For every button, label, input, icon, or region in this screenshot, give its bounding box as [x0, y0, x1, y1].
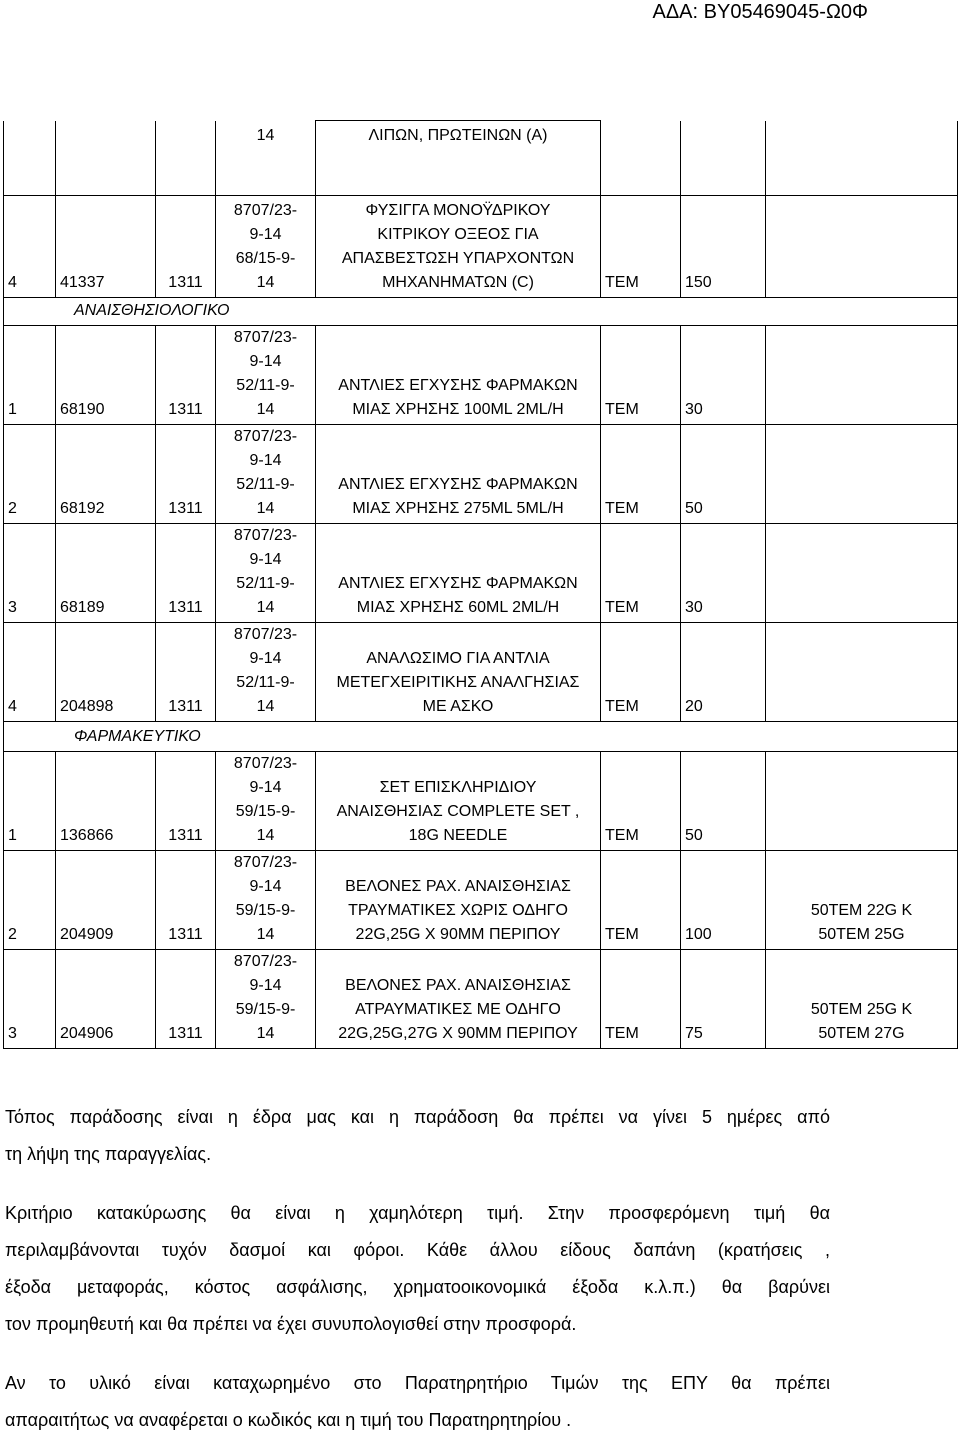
unit: ΤΕΜ: [601, 196, 681, 298]
item-code: 204906: [56, 950, 156, 1049]
kae-code: 1311: [156, 326, 216, 425]
row-number: 2: [4, 851, 56, 950]
remarks: 50ΤΕΜ 25G Κ 50ΤΕΜ 27G: [766, 950, 958, 1049]
decision-ref: 8707/23- 9-14 68/15-9- 14: [216, 196, 316, 298]
section-title: ΦΑΡΜΑΚΕΥΤΙΚΟ: [4, 722, 958, 752]
items-table-body: [4, 121, 958, 1049]
remarks: [766, 524, 958, 623]
ada-code: ΑΔΑ: ΒΥ05469045-Ω0Φ: [652, 1, 868, 23]
note-line: περιλαμβάνονται τυχόν δασμοί και φόροι. Κάθε άλλου είδους δαπάνη (κρατήσεις ,: [5, 1240, 830, 1260]
row-number: 4: [4, 196, 56, 298]
note-line: Αν το υλικό είναι καταχωρημένο στο Παρατηρητήριο Τιμών της ΕΠΥ θα πρέπει: [5, 1373, 830, 1393]
note-line: Τόπος παράδοσης είναι η έδρα μας και η παράδοση θα πρέπει να γίνει 5 ημέρες από: [5, 1107, 830, 1127]
unit: ΤΕΜ: [601, 851, 681, 950]
item-code: [56, 121, 156, 196]
section-header-row: [4, 298, 958, 326]
item-code: 68190: [56, 326, 156, 425]
remarks: [766, 623, 958, 722]
note-line: Κριτήριο κατακύρωσης θα είναι η χαμηλότερη τιμή. Στην προσφερόμενη τιμή θα: [5, 1203, 830, 1223]
quantity: 100: [681, 851, 766, 950]
unit: ΤΕΜ: [601, 752, 681, 851]
remarks: [766, 121, 958, 196]
item-description: ΦΥΣΙΓΓΑ ΜΟΝΟΫΔΡΙΚΟΥ ΚΙΤΡΙΚΟΥ ΟΞΕΟΣ ΓΙΑ ΑΠΑΣΒΕΣΤΩΣΗ ΥΠΑΡΧΟΝΤΩΝ ΜΗΧΑΝΗΜΑΤΩΝ (C): [316, 196, 601, 298]
item-code: 68189: [56, 524, 156, 623]
unit: [601, 121, 681, 196]
row-number: 1: [4, 326, 56, 425]
table-row: [4, 326, 958, 425]
row-number: 4: [4, 623, 56, 722]
unit: ΤΕΜ: [601, 524, 681, 623]
item-code: 41337: [56, 196, 156, 298]
note-line: τη λήψη της παραγγελίας.: [5, 1144, 212, 1164]
item-code: 136866: [56, 752, 156, 851]
decision-ref: 8707/23- 9-14 59/15-9- 14: [216, 752, 316, 851]
quantity: 50: [681, 425, 766, 524]
quantity: 150: [681, 196, 766, 298]
row-number: 3: [4, 524, 56, 623]
quantity: 50: [681, 752, 766, 851]
section-header-row: [4, 722, 958, 752]
remarks: [766, 752, 958, 851]
unit: ΤΕΜ: [601, 425, 681, 524]
items-table: [3, 120, 958, 1049]
decision-ref: 8707/23- 9-14 59/15-9- 14: [216, 950, 316, 1049]
kae-code: 1311: [156, 950, 216, 1049]
kae-code: 1311: [156, 425, 216, 524]
section-title: ΑΝΑΙΣΘΗΣΙΟΛΟΓΙΚΟ: [4, 298, 958, 326]
decision-ref: 8707/23- 9-14 52/11-9- 14: [216, 623, 316, 722]
quantity: [681, 121, 766, 196]
table-row: [4, 196, 958, 298]
item-code: 204898: [56, 623, 156, 722]
row-number: [4, 121, 56, 196]
item-code: 204909: [56, 851, 156, 950]
table-row: [4, 623, 958, 722]
row-number: 1: [4, 752, 56, 851]
quantity: 20: [681, 623, 766, 722]
table-row: [4, 950, 958, 1049]
note-line: τον προμηθευτή και θα πρέπει να έχει συνυπολογισθεί στην προσφορά.: [5, 1314, 577, 1334]
table-row: [4, 425, 958, 524]
remarks: [766, 425, 958, 524]
item-description: ΑΝΤΛΙΕΣ ΕΓΧΥΣΗΣ ΦΑΡΜΑΚΩΝ ΜΙΑΣ ΧΡΗΣΗΣ 100ML 2ML/H: [316, 326, 601, 425]
quantity: 30: [681, 524, 766, 623]
unit: ΤΕΜ: [601, 623, 681, 722]
decision-ref: 8707/23- 9-14 52/11-9- 14: [216, 326, 316, 425]
item-description: ΑΝΑΛΩΣΙΜΟ ΓΙΑ ΑΝΤΛΙΑ ΜΕΤΕΓΧΕΙΡΙΤΙΚΗΣ ΑΝΑΛΓΗΣΙΑΣ ΜΕ ΑΣΚΟ: [316, 623, 601, 722]
note-line: απαραιτήτως να αναφέρεται ο κωδικός και η τιμή του Παρατηρητηρίου .: [5, 1410, 572, 1430]
quantity: 30: [681, 326, 766, 425]
remarks: 50ΤΕΜ 22G Κ 50ΤΕΜ 25G: [766, 851, 958, 950]
decision-ref: 8707/23- 9-14 52/11-9- 14: [216, 425, 316, 524]
decision-ref: 14: [216, 121, 316, 196]
price-observatory-note: [5, 1371, 830, 1432]
item-description: ΛΙΠΩΝ, ΠΡΩΤΕΙΝΩΝ (Α): [316, 121, 601, 196]
unit: ΤΕΜ: [601, 326, 681, 425]
item-description: ΒΕΛΟΝΕΣ ΡΑΧ. ΑΝΑΙΣΘΗΣΙΑΣ ΤΡΑΥΜΑΤΙΚΕΣ ΧΩΡΙΣ ΟΔΗΓΟ 22G,25G Χ 90ΜΜ ΠΕΡΙΠΟΥ: [316, 851, 601, 950]
table-row: [4, 524, 958, 623]
item-description: ΣΕΤ ΕΠΙΣΚΛΗΡΙΔΙΟΥ ΑΝΑΙΣΘΗΣΙΑΣ COMPLETE SET , 18G NEEDLE: [316, 752, 601, 851]
quantity: 75: [681, 950, 766, 1049]
remarks: [766, 326, 958, 425]
item-description: ΒΕΛΟΝΕΣ ΡΑΧ. ΑΝΑΙΣΘΗΣΙΑΣ ΑΤΡΑΥΜΑΤΙΚΕΣ ΜΕ ΟΔΗΓΟ 22G,25G,27G Χ 90ΜΜ ΠΕΡΙΠΟΥ: [316, 950, 601, 1049]
unit: ΤΕΜ: [601, 950, 681, 1049]
kae-code: 1311: [156, 196, 216, 298]
award-criterion-note: [5, 1201, 830, 1336]
note-line: έξοδα μεταφοράς, κόστος ασφάλισης, χρηματοοικονομικά έξοδα κ.λ.π.) θα βαρύνει: [5, 1277, 830, 1297]
table-row: [4, 752, 958, 851]
remarks: [766, 196, 958, 298]
kae-code: 1311: [156, 623, 216, 722]
kae-code: 1311: [156, 752, 216, 851]
table-row-continued: [4, 121, 958, 196]
item-description: ΑΝΤΛΙΕΣ ΕΓΧΥΣΗΣ ΦΑΡΜΑΚΩΝ ΜΙΑΣ ΧΡΗΣΗΣ 275ML 5ML/H: [316, 425, 601, 524]
kae-code: 1311: [156, 524, 216, 623]
decision-ref: 8707/23- 9-14 59/15-9- 14: [216, 851, 316, 950]
row-number: 3: [4, 950, 56, 1049]
decision-ref: 8707/23- 9-14 52/11-9- 14: [216, 524, 316, 623]
kae-code: [156, 121, 216, 196]
kae-code: 1311: [156, 851, 216, 950]
item-code: 68192: [56, 425, 156, 524]
table-row: [4, 851, 958, 950]
delivery-note: [5, 1105, 830, 1166]
row-number: 2: [4, 425, 56, 524]
item-description: ΑΝΤΛΙΕΣ ΕΓΧΥΣΗΣ ΦΑΡΜΑΚΩΝ ΜΙΑΣ ΧΡΗΣΗΣ 60ML 2ML/H: [316, 524, 601, 623]
